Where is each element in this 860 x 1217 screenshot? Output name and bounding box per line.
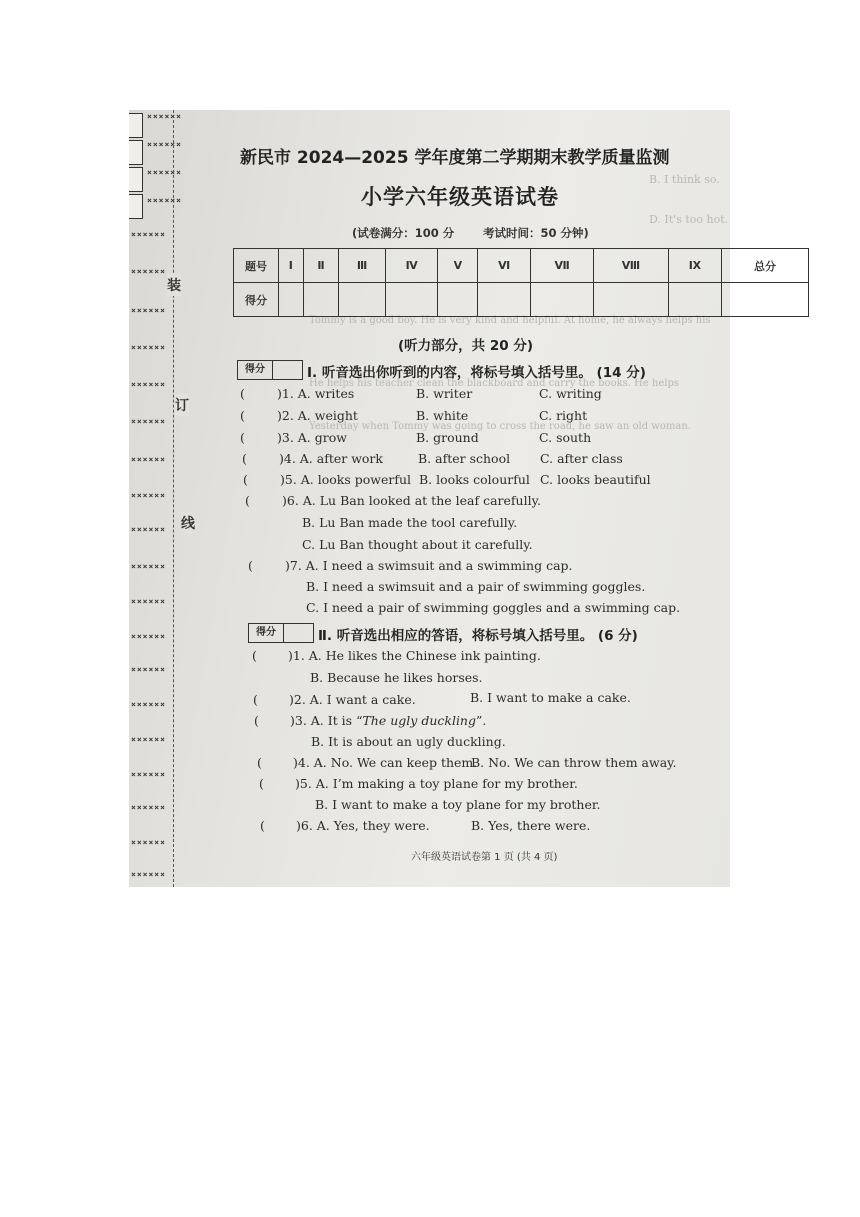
- margin-marks: ××××××: [131, 735, 166, 744]
- score-box-label: 得分: [238, 361, 273, 379]
- listening-header: (听力部分，共 20 分): [398, 338, 534, 354]
- answer-paren[interactable]: (: [259, 776, 264, 791]
- score-input-cell[interactable]: [438, 283, 478, 317]
- score-cell: Ⅵ: [478, 249, 530, 283]
- score-cell: Ⅲ: [339, 249, 386, 283]
- section2-score-box: [248, 623, 314, 643]
- bleed-through-text: He helps his teacher clean the blackboard and carry the books. He helps: [309, 378, 680, 389]
- score-input-cell[interactable]: [303, 283, 339, 317]
- score-input-cell[interactable]: [279, 283, 304, 317]
- margin-box: [129, 194, 143, 219]
- question-4-option-b: B. after school: [418, 451, 511, 466]
- score-input-cell[interactable]: [385, 283, 437, 317]
- margin-marks: ××××××: [131, 267, 166, 276]
- question-1-option-c: C. writing: [539, 386, 602, 401]
- score-table-score-row: [234, 283, 809, 317]
- margin-marks: ××××××: [147, 112, 182, 121]
- s2-question-1-option-b: B. Because he likes horses.: [310, 670, 483, 685]
- score-box-label: 得分: [249, 624, 284, 642]
- question-3-option-c: C. south: [539, 430, 592, 445]
- question-3-option-b: B. ground: [416, 430, 479, 445]
- full-score-info: (试卷满分：100 分: [352, 226, 455, 240]
- score-cell: Ⅳ: [385, 249, 437, 283]
- question-6-option-c: C. Lu Ban thought about it carefully.: [302, 537, 533, 552]
- s2-question-6-option-b: B. Yes, there were.: [471, 818, 591, 833]
- answer-paren[interactable]: (: [240, 430, 245, 445]
- score-input-cell[interactable]: [530, 283, 593, 317]
- margin-marks: ××××××: [147, 196, 182, 205]
- s2-question-4-option-b: B. No. We can throw them away.: [471, 755, 677, 770]
- score-table: [233, 248, 809, 317]
- score-input-cell[interactable]: [594, 283, 668, 317]
- question-7-option-c: C. I need a pair of swimming goggles and a swimming cap.: [306, 600, 681, 615]
- answer-paren[interactable]: (: [240, 408, 245, 423]
- margin-marks: ××××××: [131, 870, 166, 879]
- s2-question-1-option-a: )1. A. He likes the Chinese ink painting.: [288, 648, 541, 663]
- s2-q3-a-title: The ugly duckling: [362, 713, 476, 728]
- score-cell: 总分: [722, 249, 809, 283]
- margin-marks: ××××××: [131, 665, 166, 674]
- margin-marks: ××××××: [131, 491, 166, 500]
- s2-question-2-option-a: )2. A. I want a cake.: [289, 692, 416, 707]
- score-cell: Ⅴ: [438, 249, 478, 283]
- margin-marks: ××××××: [131, 525, 166, 534]
- question-7-option-b: B. I need a swimsuit and a pair of swimming goggles.: [306, 579, 646, 594]
- question-5-option-a: )5. A. looks powerful: [280, 472, 412, 487]
- bleed-through-text: Tommy is a good boy. He is very kind and helpful. At home, he always helps his: [309, 315, 711, 326]
- answer-paren[interactable]: (: [243, 472, 248, 487]
- question-2-option-c: C. right: [539, 408, 588, 423]
- question-3-option-a: )3. A. grow: [277, 430, 347, 445]
- score-cell: Ⅷ: [594, 249, 668, 283]
- s2-question-3-option-a: [290, 713, 486, 728]
- exam-title: 新民市 2024—2025 学年度第二学期期末教学质量监测: [240, 148, 670, 168]
- s2-q3-a-suffix: ”.: [476, 713, 487, 728]
- s2-question-6-option-a: )6. A. Yes, they were.: [296, 818, 430, 833]
- section1-title: Ⅰ. 听音选出你听到的内容，将标号填入括号里。 (14 分): [307, 365, 646, 381]
- bleed-through-text: B. I think so.: [649, 173, 720, 186]
- question-4-option-c: C. after class: [540, 451, 623, 466]
- score-cell: Ⅶ: [530, 249, 593, 283]
- exam-subtitle: 小学六年级英语试卷: [361, 185, 559, 209]
- answer-paren[interactable]: (: [240, 386, 245, 401]
- margin-marks: ××××××: [131, 700, 166, 709]
- score-input-cell[interactable]: [339, 283, 386, 317]
- s2-question-4-option-a: )4. A. No. We can keep them.: [293, 755, 478, 770]
- answer-paren[interactable]: (: [245, 493, 250, 508]
- answer-paren[interactable]: (: [254, 713, 259, 728]
- margin-marks: ××××××: [131, 230, 166, 239]
- bleed-through-text: Yesterday when Tommy was going to cross the road, he saw an old woman.: [309, 421, 691, 432]
- score-input-cell[interactable]: [722, 283, 809, 317]
- s2-question-3-option-b: B. It is about an ugly duckling.: [311, 734, 506, 749]
- margin-marks: ××××××: [131, 562, 166, 571]
- margin-marks: ××××××: [131, 770, 166, 779]
- margin-box: [129, 113, 143, 138]
- margin-marks: ××××××: [131, 306, 166, 315]
- question-5-option-b: B. looks colourful: [419, 472, 530, 487]
- answer-paren[interactable]: (: [253, 692, 258, 707]
- question-2-option-b: B. white: [416, 408, 469, 423]
- section2-title: Ⅱ. 听音选出相应的答语，将标号填入括号里。 (6 分): [318, 628, 638, 644]
- margin-marks: ××××××: [131, 455, 166, 464]
- score-cell: 题号: [234, 249, 279, 283]
- s2-question-5-option-a: )5. A. I’m making a toy plane for my brother.: [295, 776, 578, 791]
- margin-marks: ××××××: [131, 597, 166, 606]
- margin-marks: ××××××: [131, 838, 166, 847]
- answer-paren[interactable]: (: [242, 451, 247, 466]
- margin-marks: ××××××: [131, 803, 166, 812]
- s2-q3-a-prefix: )3. A. It is “: [290, 713, 363, 728]
- score-cell: 得分: [234, 283, 279, 317]
- question-4-option-a: )4. A. after work: [279, 451, 383, 466]
- score-cell: Ⅸ: [668, 249, 721, 283]
- answer-paren[interactable]: (: [257, 755, 262, 770]
- score-cell: Ⅱ: [303, 249, 339, 283]
- score-input-cell[interactable]: [668, 283, 721, 317]
- question-6-option-b: B. Lu Ban made the tool carefully.: [302, 515, 518, 530]
- binding-line: [173, 110, 174, 887]
- exam-time-info: 考试时间：50 分钟): [483, 226, 589, 240]
- exam-photo: [129, 110, 776, 887]
- question-1-option-a: )1. A. writes: [277, 386, 355, 401]
- margin-box: [129, 140, 143, 165]
- question-7-option-a: )7. A. I need a swimsuit and a swimming cap.: [285, 558, 573, 573]
- score-table-header-row: [234, 249, 809, 283]
- margin-box: [129, 167, 143, 192]
- score-cell: Ⅰ: [279, 249, 304, 283]
- question-6-option-a: )6. A. Lu Ban looked at the leaf carefully.: [282, 493, 541, 508]
- question-5-option-c: C. looks beautiful: [540, 472, 651, 487]
- answer-paren[interactable]: (: [252, 648, 257, 663]
- section1-score-box: [237, 360, 303, 380]
- binding-char-ding: 订: [175, 394, 189, 416]
- margin-marks: ××××××: [131, 380, 166, 389]
- margin-marks: ××××××: [147, 168, 182, 177]
- answer-paren[interactable]: (: [248, 558, 253, 573]
- answer-paren[interactable]: (: [260, 818, 265, 833]
- s2-question-2-option-b: B. I want to make a cake.: [470, 690, 631, 705]
- page-footer: 六年级英语试卷第 1 页 (共 4 页): [411, 852, 558, 863]
- margin-marks: ××××××: [147, 140, 182, 149]
- binding-char-zhuang: 装: [167, 274, 181, 296]
- s2-question-5-option-b: B. I want to make a toy plane for my brother.: [315, 797, 601, 812]
- question-1-option-b: B. writer: [416, 386, 473, 401]
- question-2-option-a: )2. A. weight: [277, 408, 358, 423]
- margin-marks: ××××××: [131, 343, 166, 352]
- bleed-through-text: D. It's too hot.: [649, 213, 729, 226]
- score-input-cell[interactable]: [478, 283, 530, 317]
- margin-marks: ××××××: [131, 417, 166, 426]
- margin-marks: ××××××: [131, 632, 166, 641]
- binding-char-xian: 线: [181, 512, 195, 534]
